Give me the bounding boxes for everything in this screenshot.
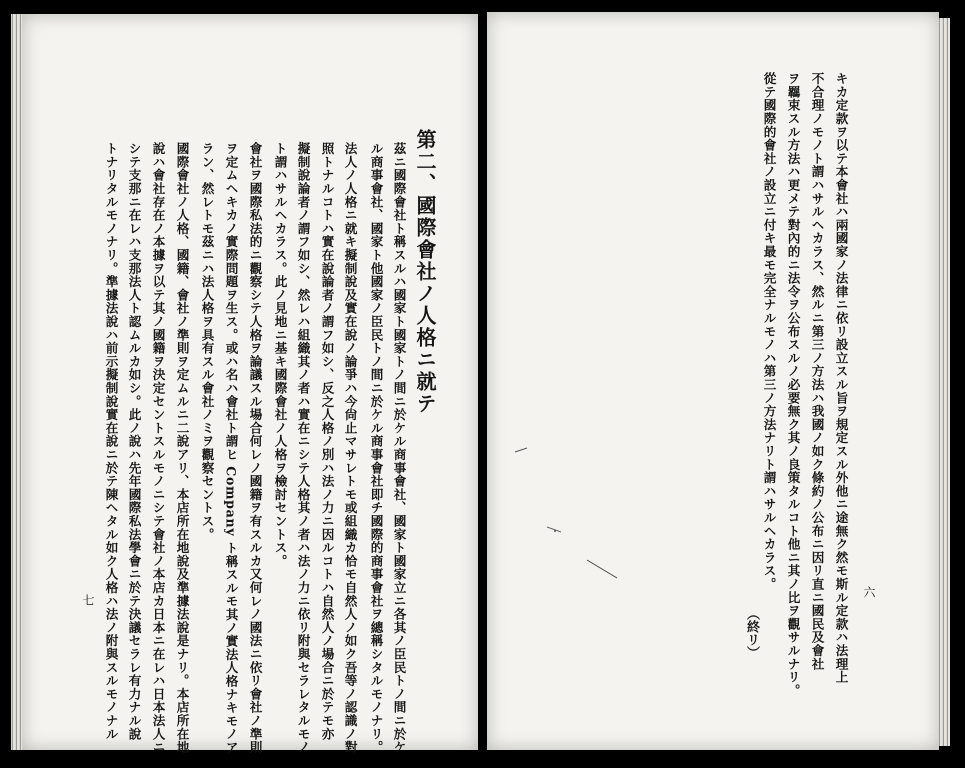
- left-page: [22, 14, 478, 755]
- text-column: 國際會社ノ人格、國籍、會社ノ準則ヲ定ムルニ二說アリ、本店所在地說及準據法說是ナリ。本店所在地: [174, 142, 190, 754]
- text-column: 說ハ會社存在ノ本據ヲ以テ其ノ國籍ヲ決定セントスルモノニシテ會社ノ本店カ日本ニ在レハ日本法人ニ: [150, 142, 166, 754]
- book-edge-right: [938, 18, 950, 746]
- paper-marks: [487, 12, 939, 750]
- text-column: 擬制說論者ノ謂フ如シ、然レハ組織其ノ者ハ實在ニシテ人格其ノ者ハ法ノ力ニ依リ附與セラレタルモノ: [295, 142, 311, 754]
- text-column: ヲ羈束スル方法ハ更メテ對內的ニ法令ヲ公布スルノ必要無ク其ノ良策タルコト他ニ其ノ比ヲ觀サルナリ。: [785, 72, 801, 698]
- text-column: 會社ヲ國際私法的ニ觀察シテ人格ヲ論議スル場合何レノ國籍ヲ有スルカ又何レノ國法ニ依リ會社ノ準則: [247, 142, 263, 754]
- text-column: ラン、然レトモ茲ニハ法人格ヲ具有スル會社ノミヲ觀察セントス。: [199, 142, 215, 541]
- right-page: [487, 12, 939, 750]
- text-column: ル商事會社、國家ト他國家ノ臣民トノ間ニ於ケル商事會社即チ國際的商事會社ヲ總稱シタルモノナリ。: [368, 142, 384, 754]
- text-column: 法人ノ人格ニ就キ擬制說及實在說ノ論爭ハ今尙止マサレトモ或組織カ恰モ自然人ノ如ク吾等ノ認識ノ對: [342, 142, 358, 754]
- section-heading: 第二、國際會社ノ人格ニ就テ: [413, 129, 437, 415]
- text-column: シテ支那ニ在レハ支那法人ト認ムルカ如シ。此ノ說ハ先年國際私法學會ニ於テ決議セラレ有力ナル說: [126, 142, 142, 741]
- text-column: 不合理ノモノト謂ハサルヘカラス、然ルニ第三ノ方法ハ我國ノ如ク條約ノ公布ニ因リ直ニ國民及會社: [809, 72, 825, 671]
- text-column: トナリタルモノナリ。準據法說ハ前示擬制說實在說ニ於テ陳ヘタル如ク人格ハ法ノ附與スルモノナル: [103, 142, 119, 741]
- page-number: 七: [81, 594, 95, 606]
- text-column: 茲ニ國際會社ト稱スルハ國家ト國家トノ間ニ於ケル商事會社、國家ト國家立ニ各其ノ臣民トノ間ニ於ケ: [391, 142, 407, 754]
- text-column: キカ定款ヲ以テ本會社ハ兩國家ノ法律ニ依リ設立スル旨ヲ規定スル外他ニ途無ク然モ斯ル定款ハ法理上: [833, 72, 849, 684]
- page-number: 六: [862, 586, 876, 598]
- text-column: ト謂ハサルヘカラス。此ノ見地ニ基キ國際會社ノ人格ヲ檢討セントス。: [272, 142, 288, 568]
- text-column: 照トナルコトハ實在說論者ノ謂フ如シ、反之人格ノ別ハ法ノ力ニ因ルコトハ自然人ノ場合ニ於テモ亦: [319, 142, 335, 741]
- end-mark: （終リ）: [744, 607, 759, 659]
- text-column: 從テ國際的會社ノ設立ニ付キ最モ完全ナルモノハ第三ノ方法ナリト謂ハサルヘカラス。: [761, 72, 777, 591]
- text-column: ヲ定ムヘキカノ實際問題ヲ生ス。或ハ名ハ會社ト謂ヒ Company ト稱スルモ其ノ實法人格ナキモノア: [223, 142, 239, 755]
